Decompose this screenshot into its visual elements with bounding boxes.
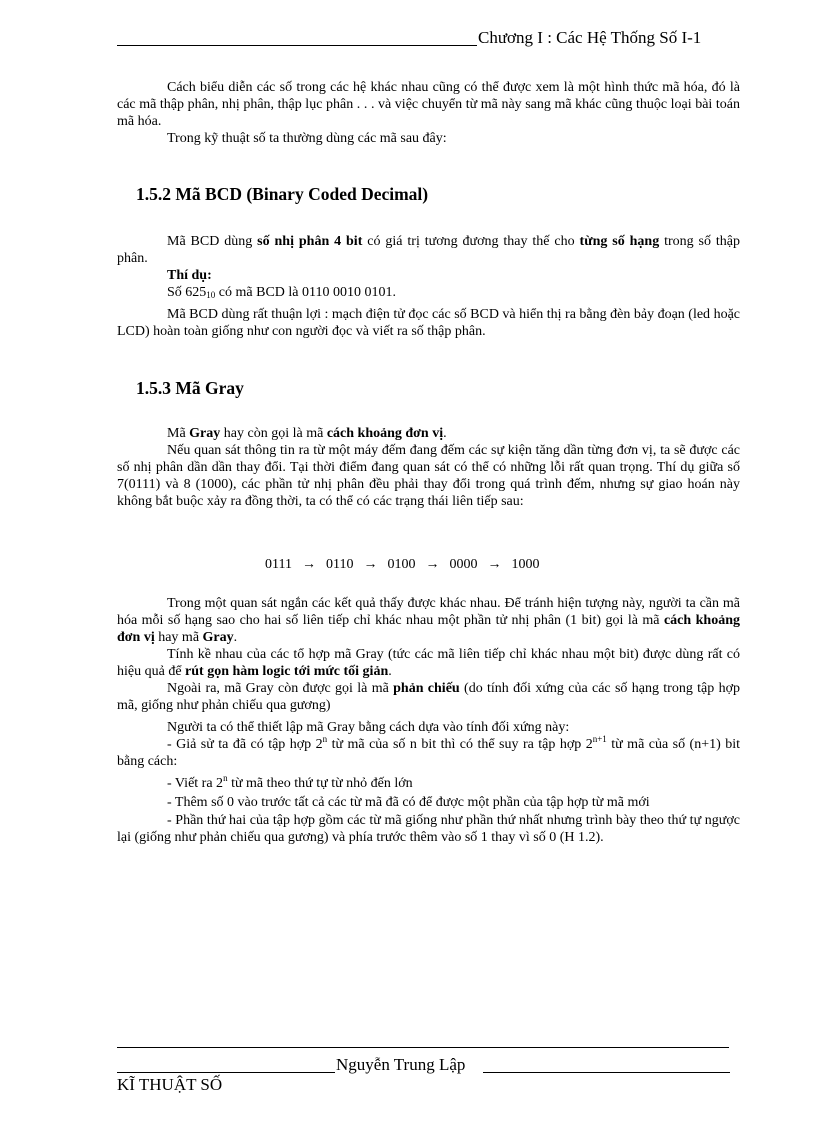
bcd-example-label: Thí dụ: bbox=[167, 268, 212, 283]
gray-p3-text-c: hay mã bbox=[154, 630, 203, 645]
gray-p1-text-c: hay còn gọi là mã bbox=[220, 426, 327, 441]
bcd-example-text-b: có mã BCD là 0110 0010 0101. bbox=[215, 285, 396, 300]
bcd-p1-text-a: Mã BCD dùng bbox=[167, 234, 258, 249]
gray-transition-sequence bbox=[265, 556, 539, 573]
footer-rule-left bbox=[117, 1072, 335, 1073]
arrow-right-icon: → bbox=[301, 557, 316, 572]
bcd-example-text-a: Số 625 bbox=[167, 285, 207, 300]
gray-paragraph-1 bbox=[167, 425, 447, 442]
sequence-item: 0110 bbox=[325, 557, 354, 572]
gray-p5-text-c: (do tính đối xứng của các số hạng trong tập hợp mã, giống như phản chiếu qua gương) bbox=[117, 681, 740, 713]
sequence-item: 1000 bbox=[511, 557, 540, 572]
bcd-p1-text-c: có giá trị tương đương thay thế cho bbox=[362, 234, 580, 249]
header-title: Chương I : Các Hệ Thống Số I-1 bbox=[478, 28, 702, 47]
gray-p1-text-a: Mã bbox=[167, 426, 190, 441]
gray-paragraph-7 bbox=[117, 736, 740, 770]
bcd-example bbox=[167, 284, 396, 301]
gray-p3-bold-b: cách khoảng đơn vị bbox=[117, 613, 740, 645]
gray-paragraph-9: - Thêm số 0 vào trước tất cả các từ mã đã có để được một phần của tập hợp từ mã mới bbox=[167, 795, 650, 810]
sequence-item: 0100 bbox=[387, 557, 416, 572]
gray-p8-text-a: - Viết ra 2 bbox=[167, 776, 224, 791]
footer-rule-top bbox=[117, 1047, 729, 1048]
bcd-paragraph-1 bbox=[117, 233, 740, 267]
gray-paragraph-8 bbox=[167, 775, 413, 792]
gray-paragraph-6: Người ta có thể thiết lập mã Gray bằng cách dựa vào tính đối xứng này: bbox=[167, 720, 570, 735]
gray-p1-text-e: . bbox=[443, 426, 447, 441]
gray-p3-bold-d: Gray bbox=[202, 630, 234, 645]
gray-p3-text-e: . bbox=[233, 630, 238, 645]
gray-paragraph-3 bbox=[117, 595, 740, 646]
sequence-item: 0111 bbox=[265, 557, 292, 572]
gray-p7-text-c: từ mã của số (n+1) bit bằng cách: bbox=[117, 737, 740, 769]
bcd-example-subscript: 10 bbox=[206, 290, 216, 300]
footer-rule-right bbox=[483, 1072, 730, 1073]
section-heading-bcd: 1.5.2 Mã BCD (Binary Coded Decimal) bbox=[136, 184, 429, 204]
bcd-paragraph-2: Mã BCD dùng rất thuận lợi : mạch điện tử đọc các số BCD và hiển thị ra bằng đèn bảy đoạn (led hoặc LCD) hoàn toàn giống như con người đọc và viết ra số thập phân. bbox=[117, 307, 740, 339]
bcd-p1-bold-b: số nhị phân 4 bit bbox=[257, 234, 363, 249]
arrow-right-icon: → bbox=[487, 557, 502, 572]
gray-paragraph-2: Nếu quan sát thông tin ra từ một máy đếm đang đếm các sự kiện tăng dần từng đơn vị, ta sẽ được các số nhị phân dần dần thay đổi. Tại thời điểm đang quan sát có thể có những lỗi rất quan trọng. Thí dụ giữa số 7(0111) và 8 (1000), các phần tử nhị phân đều phải thay đổi trong quá trình đếm, nhưng sự giao hoán này không bắt buộc xảy ra đồng thời, ta có thể có các trạng thái liên tiếp sau: bbox=[117, 443, 740, 509]
gray-p8-text-b: từ mã theo thứ tự từ nhỏ đến lớn bbox=[227, 776, 413, 791]
gray-p1-bold-d: cách khoảng đơn vị bbox=[326, 426, 444, 441]
gray-paragraph-4 bbox=[117, 646, 740, 680]
gray-p5-text-a: Ngoài ra, mã Gray còn được gọi là mã bbox=[167, 681, 394, 696]
arrow-right-icon: → bbox=[363, 557, 378, 572]
gray-p8-superscript-n: n bbox=[223, 773, 228, 783]
gray-p4-text-c: . bbox=[388, 664, 392, 679]
gray-p7-superscript-n: n bbox=[322, 734, 328, 744]
footer-author: Nguyễn Trung Lập bbox=[336, 1055, 466, 1074]
gray-p3-text-a: Trong một quan sát ngắn các kết quả thấy được khác nhau. Để tránh hiện tượng này, người ta cần mã hóa mỗi số hạng sao cho hai số liên tiếp chỉ khác nhau một phần tử nhị phân (1 bit) gọi là mã bbox=[117, 596, 740, 628]
header-rule bbox=[117, 45, 477, 46]
section-heading-gray: 1.5.3 Mã Gray bbox=[136, 378, 244, 398]
gray-paragraph-5 bbox=[117, 680, 740, 714]
gray-paragraph-10: - Phần thứ hai của tập hợp gồm các từ mã giống như phần thứ nhất nhưng trình bày theo thứ tự ngược lại (giống như phản chiếu qua gương) và phía trước thêm vào số 1 thay vì số 0 (H 1.2). bbox=[117, 813, 740, 845]
footer-course: KĨ THUẬT SỐ bbox=[117, 1075, 223, 1094]
gray-p4-text-a: Tính kề nhau của các tổ hợp mã Gray (tức các mã liên tiếp chỉ khác nhau một bit) được dùng rất có hiệu quả để bbox=[117, 647, 740, 679]
intro-paragraph-1: Cách biểu diễn các số trong các hệ khác nhau cũng có thể được xem là một hình thức mã hóa, đó là các mã thập phân, nhị phân, thập lục phân . . . và việc chuyển từ mã này sang mã khác cũng thuộc loại bài toán mã hóa. bbox=[117, 80, 740, 129]
arrow-right-icon: → bbox=[425, 557, 440, 572]
gray-p5-bold-b: phản chiếu bbox=[393, 681, 460, 696]
gray-p7-text-b: từ mã của số n bit thì có thể suy ra tập hợp 2 bbox=[327, 737, 593, 752]
gray-p4-bold-b: rút gọn hàm logic tới mức tối giản bbox=[185, 664, 389, 679]
sequence-item: 0000 bbox=[449, 557, 478, 572]
gray-p7-text-a: - Giả sử ta đã có tập hợp 2 bbox=[167, 737, 323, 752]
gray-p1-bold-b: Gray bbox=[189, 426, 221, 441]
gray-p7-superscript-n-plus-1: n+1 bbox=[592, 734, 607, 744]
intro-paragraph-2: Trong kỹ thuật số ta thường dùng các mã sau đây: bbox=[167, 131, 447, 146]
bcd-p1-text-e: trong số thập phân. bbox=[117, 234, 741, 266]
bcd-p1-bold-d: từng số hạng bbox=[579, 234, 660, 249]
